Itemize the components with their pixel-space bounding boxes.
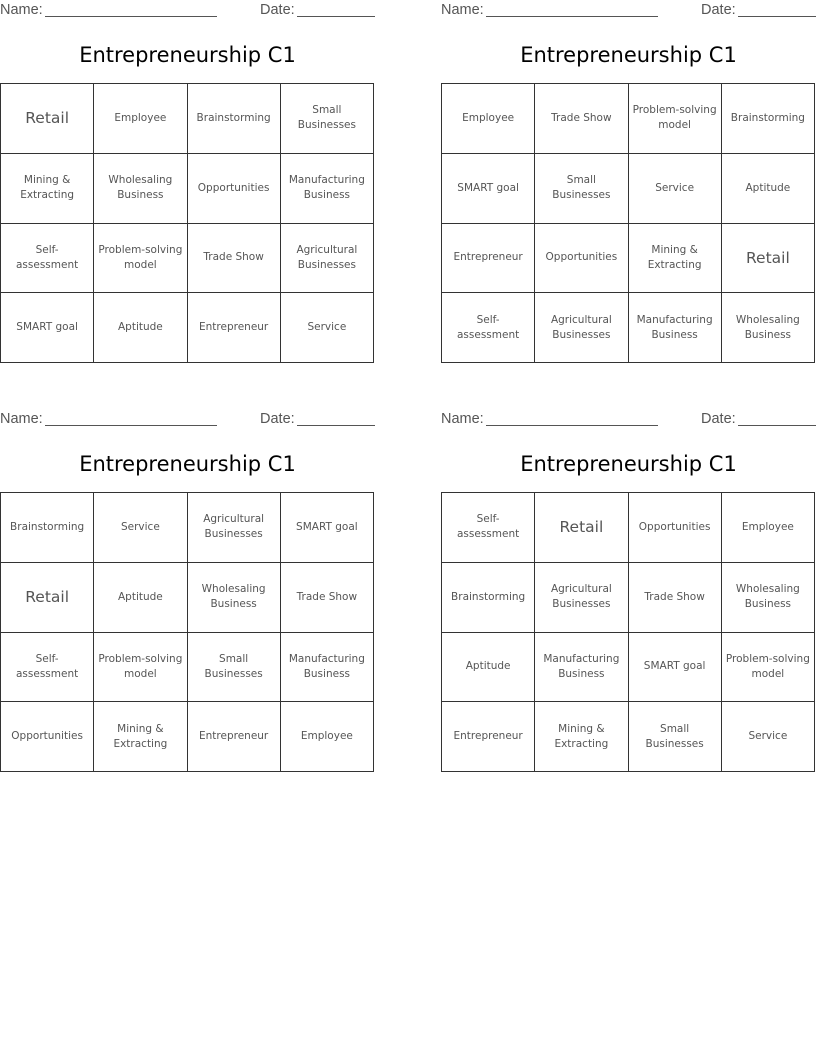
bingo-cell: Wholesaling Business bbox=[94, 154, 187, 224]
bingo-cell: Mining & Extracting bbox=[535, 702, 628, 772]
bingo-cell: Entrepreneur bbox=[442, 702, 535, 772]
bingo-cell: Aptitude bbox=[722, 154, 815, 224]
bingo-cell: Self-assessment bbox=[1, 224, 94, 294]
bingo-cell: Problem-solving model bbox=[94, 633, 187, 703]
card-header bbox=[441, 2, 816, 20]
bingo-cell: Trade Show bbox=[535, 84, 628, 154]
bingo-grid bbox=[0, 83, 374, 363]
name-label: Name: bbox=[0, 411, 43, 427]
bingo-cell: Employee bbox=[722, 493, 815, 563]
card-title: Entrepreneurship C1 bbox=[520, 43, 737, 67]
bingo-cell: Opportunities bbox=[188, 154, 281, 224]
bingo-cell: Employee bbox=[281, 702, 374, 772]
bingo-cell: Mining & Extracting bbox=[1, 154, 94, 224]
bingo-cell: Brainstorming bbox=[1, 493, 94, 563]
bingo-cell: Agricultural Businesses bbox=[535, 293, 628, 363]
bingo-cell: Mining & Extracting bbox=[94, 702, 187, 772]
date-label: Date: bbox=[260, 2, 295, 18]
bingo-cell: Aptitude bbox=[442, 633, 535, 703]
name-label: Name: bbox=[441, 2, 484, 18]
card-header bbox=[0, 411, 375, 429]
bingo-cell: Service bbox=[94, 493, 187, 563]
name-blank-line bbox=[486, 425, 658, 426]
bingo-cell: Problem-solving model bbox=[722, 633, 815, 703]
bingo-cell: Trade Show bbox=[629, 563, 722, 633]
bingo-cell: Small Businesses bbox=[535, 154, 628, 224]
bingo-cell: Manufacturing Business bbox=[629, 293, 722, 363]
bingo-cell: Retail bbox=[722, 224, 815, 294]
bingo-cell: Manufacturing Business bbox=[281, 154, 374, 224]
name-blank-line bbox=[45, 16, 217, 17]
bingo-grid bbox=[441, 492, 815, 772]
bingo-cell: Opportunities bbox=[629, 493, 722, 563]
bingo-cell: Aptitude bbox=[94, 563, 187, 633]
bingo-cell: Service bbox=[281, 293, 374, 363]
bingo-cell: Employee bbox=[442, 84, 535, 154]
date-blank-line bbox=[738, 16, 816, 17]
bingo-cell: Retail bbox=[1, 84, 94, 154]
bingo-cell: Entrepreneur bbox=[188, 293, 281, 363]
bingo-cell: Self-assessment bbox=[1, 633, 94, 703]
bingo-grid bbox=[0, 492, 374, 772]
bingo-cell: Wholesaling Business bbox=[722, 293, 815, 363]
date-label: Date: bbox=[701, 2, 736, 18]
bingo-cell: Entrepreneur bbox=[188, 702, 281, 772]
bingo-cell: SMART goal bbox=[281, 493, 374, 563]
bingo-cell: Service bbox=[722, 702, 815, 772]
bingo-cell: Trade Show bbox=[188, 224, 281, 294]
bingo-cell: Brainstorming bbox=[442, 563, 535, 633]
card-title: Entrepreneurship C1 bbox=[79, 43, 296, 67]
date-blank-line bbox=[297, 16, 375, 17]
bingo-cell: SMART goal bbox=[442, 154, 535, 224]
bingo-cell: Wholesaling Business bbox=[722, 563, 815, 633]
bingo-cell: Wholesaling Business bbox=[188, 563, 281, 633]
bingo-cell: Small Businesses bbox=[629, 702, 722, 772]
bingo-grid bbox=[441, 83, 815, 363]
bingo-cell: Manufacturing Business bbox=[535, 633, 628, 703]
bingo-cell: Employee bbox=[94, 84, 187, 154]
date-blank-line bbox=[297, 425, 375, 426]
bingo-cell: Problem-solving model bbox=[629, 84, 722, 154]
name-blank-line bbox=[45, 425, 217, 426]
card-title: Entrepreneurship C1 bbox=[520, 452, 737, 476]
name-label: Name: bbox=[0, 2, 43, 18]
card-header bbox=[0, 2, 375, 20]
bingo-cell: Mining & Extracting bbox=[629, 224, 722, 294]
bingo-cell: Opportunities bbox=[535, 224, 628, 294]
bingo-cell: Retail bbox=[535, 493, 628, 563]
bingo-cell: Brainstorming bbox=[722, 84, 815, 154]
bingo-cell: Agricultural Businesses bbox=[188, 493, 281, 563]
bingo-cell: Agricultural Businesses bbox=[281, 224, 374, 294]
bingo-cell: Trade Show bbox=[281, 563, 374, 633]
name-label: Name: bbox=[441, 411, 484, 427]
bingo-cell: Small Businesses bbox=[281, 84, 374, 154]
date-label: Date: bbox=[701, 411, 736, 427]
bingo-cell: Entrepreneur bbox=[442, 224, 535, 294]
bingo-cell: SMART goal bbox=[1, 293, 94, 363]
bingo-cell: Small Businesses bbox=[188, 633, 281, 703]
bingo-cell: Self-assessment bbox=[442, 293, 535, 363]
bingo-cell: Agricultural Businesses bbox=[535, 563, 628, 633]
date-blank-line bbox=[738, 425, 816, 426]
date-label: Date: bbox=[260, 411, 295, 427]
bingo-cell: Service bbox=[629, 154, 722, 224]
card-header bbox=[441, 411, 816, 429]
bingo-cell: SMART goal bbox=[629, 633, 722, 703]
bingo-cell: Aptitude bbox=[94, 293, 187, 363]
bingo-cell: Manufacturing Business bbox=[281, 633, 374, 703]
bingo-cell: Self-assessment bbox=[442, 493, 535, 563]
bingo-cell: Problem-solving model bbox=[94, 224, 187, 294]
card-title: Entrepreneurship C1 bbox=[79, 452, 296, 476]
bingo-cell: Retail bbox=[1, 563, 94, 633]
name-blank-line bbox=[486, 16, 658, 17]
bingo-cell: Brainstorming bbox=[188, 84, 281, 154]
bingo-cell: Opportunities bbox=[1, 702, 94, 772]
